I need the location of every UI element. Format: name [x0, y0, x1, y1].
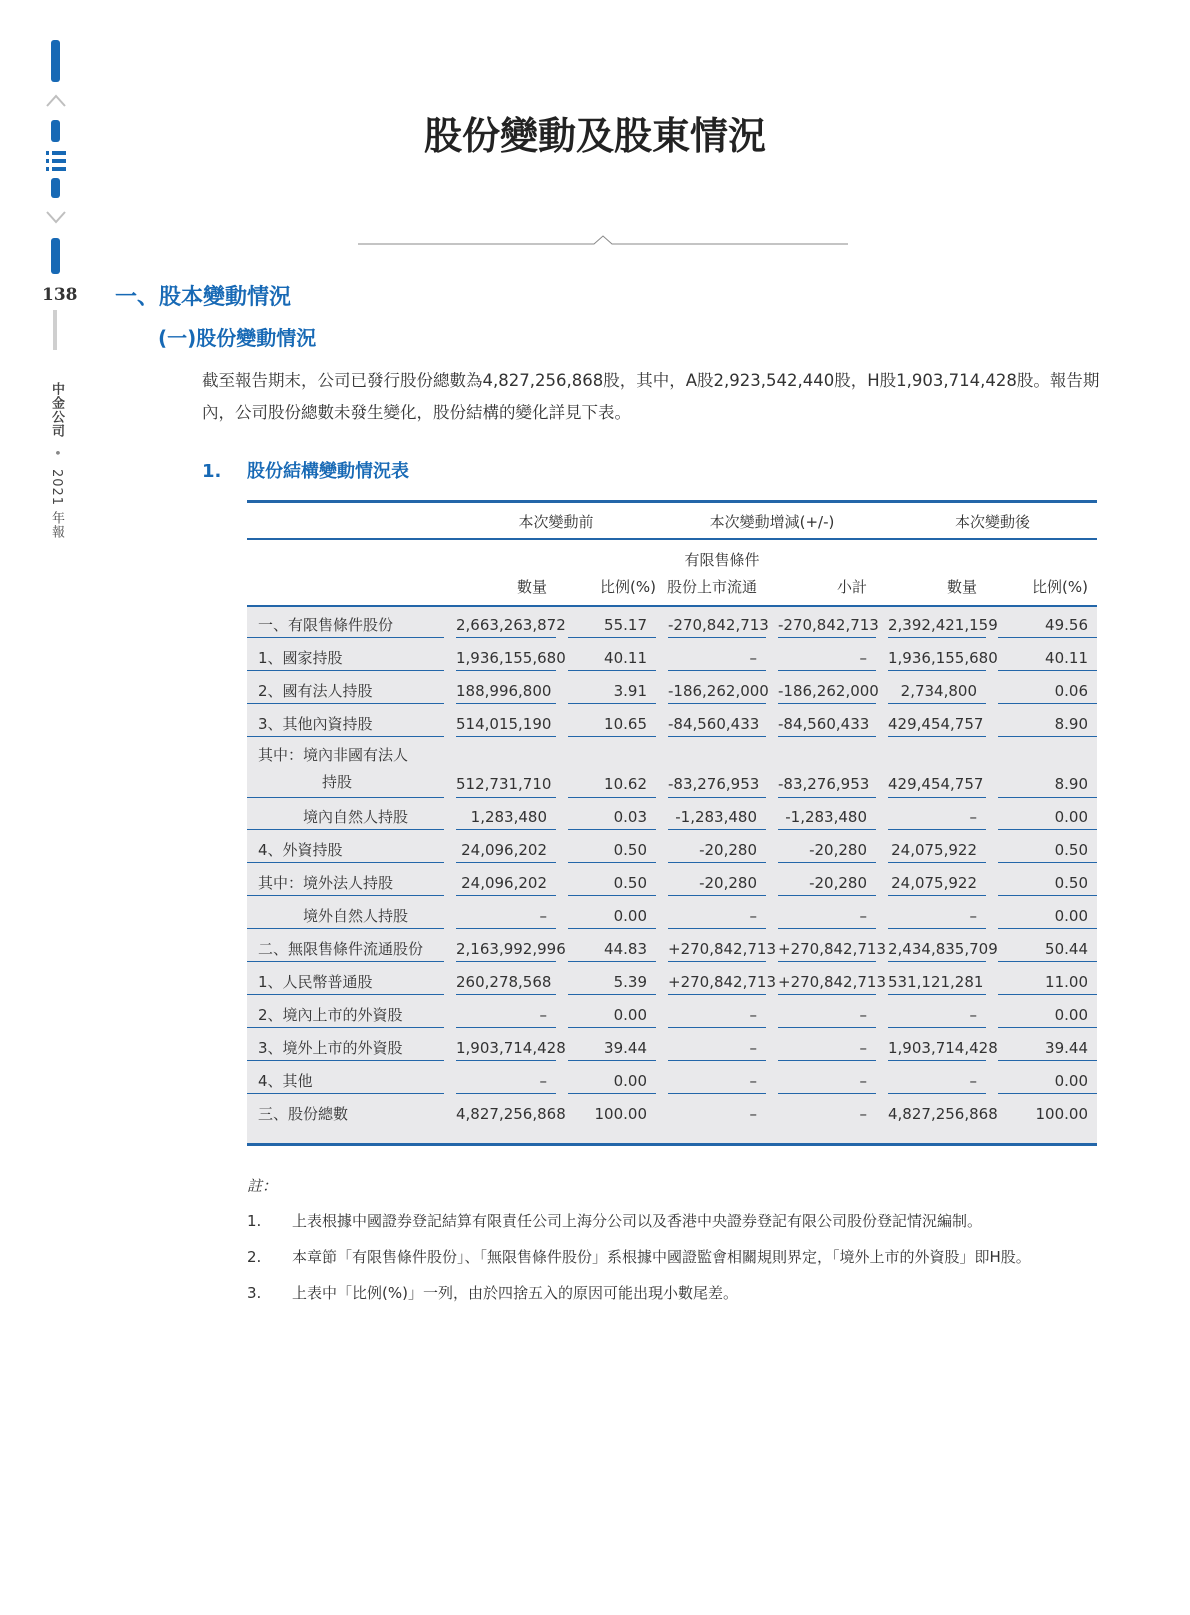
table-row — [247, 709, 1097, 742]
table-row — [247, 967, 1097, 1000]
sidebar-divider — [53, 310, 57, 350]
row-value: – — [888, 802, 986, 830]
row-value: – — [668, 1000, 766, 1028]
group-header-after: 本次變動後 — [954, 513, 1030, 531]
row-label: 4、其他 — [247, 1066, 444, 1094]
row-value: 0.50 — [568, 868, 656, 896]
table-row — [247, 901, 1097, 934]
row-value: 514,015,190 — [456, 709, 556, 737]
row-value: – — [456, 901, 556, 929]
table-row — [247, 742, 1097, 802]
subsection-heading: (一)股份變動情況 — [158, 326, 317, 350]
row-value: 24,075,922 — [888, 835, 986, 863]
row-value: 0.50 — [568, 835, 656, 863]
note-item — [247, 1246, 1031, 1282]
row-value: – — [888, 901, 986, 929]
row-value: 1,903,714,428 — [888, 1033, 986, 1061]
row-value: +270,842,713 — [668, 967, 766, 995]
row-value: 4,827,256,868 — [456, 1105, 566, 1123]
col-header-pct-before: 比例(%) — [600, 578, 656, 596]
row-value: 531,121,281 — [888, 967, 986, 995]
row-value: 1,936,155,680 — [456, 643, 556, 671]
row-value: 49.56 — [998, 610, 1097, 638]
sidebar-bottom-bar — [51, 238, 60, 274]
table-row — [247, 1033, 1097, 1066]
row-value: 188,996,800 — [456, 676, 556, 704]
row-value: 0.00 — [998, 802, 1097, 830]
row-label: 1、國家持股 — [247, 643, 444, 671]
row-label: 其中：境外法人持股 — [247, 868, 444, 896]
chevron-down-icon[interactable] — [45, 210, 67, 226]
table-row — [247, 802, 1097, 835]
row-value: 1,903,714,428 — [456, 1033, 556, 1061]
row-label: 境外自然人持股 — [247, 901, 444, 929]
row-value: 39.44 — [568, 1033, 656, 1061]
row-label-line1: 其中：境內非國有法人 — [258, 746, 409, 764]
row-value: – — [778, 1066, 876, 1094]
row-value: 512,731,710 — [456, 742, 556, 798]
sidebar-caption — [47, 382, 66, 539]
report-year: 2021 年報 — [49, 468, 64, 540]
row-value: 2,392,421,159 — [888, 610, 986, 638]
row-label: 3、其他內資持股 — [247, 709, 444, 737]
row-value: 5.39 — [568, 967, 656, 995]
row-value: 429,454,757 — [888, 709, 986, 737]
row-value: -83,276,953 — [778, 742, 876, 798]
note-number: 3. — [247, 1284, 262, 1302]
row-value: 44.83 — [568, 934, 656, 962]
row-value: – — [456, 1066, 556, 1094]
row-value: 8.90 — [998, 742, 1097, 798]
row-value: 24,096,202 — [456, 835, 556, 863]
group-header-before: 本次變動前 — [518, 513, 594, 531]
table-row — [247, 1099, 1097, 1132]
row-value: 2,434,835,709 — [888, 934, 986, 962]
note-item — [247, 1282, 738, 1318]
note-text: 上表中「比例(%)」一列，由於四捨五入的原因可能出現小數尾差。 — [292, 1284, 738, 1302]
row-value: – — [778, 901, 876, 929]
row-label: 2、境內上市的外資股 — [247, 1000, 444, 1028]
table-heading-number: 1. — [202, 461, 222, 482]
row-value: 24,075,922 — [888, 868, 986, 896]
row-value: -186,262,000 — [778, 676, 876, 704]
table-row — [247, 676, 1097, 709]
separator-dot: • — [49, 449, 64, 458]
row-value: 3.91 — [568, 676, 656, 704]
row-label: 一、有限售條件股份 — [247, 610, 444, 638]
row-label: 3、境外上市的外資股 — [247, 1033, 444, 1061]
table-row — [247, 868, 1097, 901]
row-value: 40.11 — [568, 643, 656, 671]
row-value: -1,283,480 — [668, 802, 766, 830]
note-item — [247, 1210, 983, 1246]
row-value: – — [749, 1105, 757, 1123]
table-row — [247, 610, 1097, 643]
row-value: 100.00 — [1035, 1105, 1088, 1123]
row-value: 10.62 — [568, 742, 656, 798]
row-value: 0.06 — [998, 676, 1097, 704]
col-header-qty-after: 數量 — [946, 578, 977, 596]
row-value: -84,560,433 — [668, 709, 766, 737]
table-heading — [202, 457, 409, 483]
row-value: 2,163,992,996 — [456, 934, 556, 962]
row-value: 50.44 — [998, 934, 1097, 962]
table-row — [247, 934, 1097, 967]
row-value: 8.90 — [998, 709, 1097, 737]
row-value: 0.00 — [998, 901, 1097, 929]
sidebar-mid-bar-2 — [51, 178, 60, 198]
row-value: 24,096,202 — [456, 868, 556, 896]
row-value: – — [778, 643, 876, 671]
notes-title: 註： — [247, 1177, 278, 1195]
row-value: -84,560,433 — [778, 709, 876, 737]
section-heading: 一、股本變動情況 — [115, 285, 292, 310]
row-value: 1,936,155,680 — [888, 643, 986, 671]
row-value: 2,734,800 — [888, 676, 986, 704]
row-value: 10.65 — [568, 709, 656, 737]
note-text: 本章節「有限售條件股份」、「無限售條件股份」系根據中國證監會相關規則界定，「境外上市的外資股」即H股。 — [292, 1248, 1031, 1266]
col-header-subtotal: 小計 — [836, 578, 867, 596]
row-value: +270,842,713 — [778, 934, 876, 962]
row-value: 0.00 — [998, 1066, 1097, 1094]
row-label: 二、無限售條件流通股份 — [247, 934, 444, 962]
title-divider — [358, 234, 848, 246]
col-header-qty-before: 數量 — [516, 578, 547, 596]
note-number: 2. — [247, 1248, 262, 1266]
intro-paragraph: 截至報告期末，公司已發行股份總數為4,827,256,868股，其中，A股2,923,542,440股，H股1,903,714,428股。報告期內，公司股份總數未發生變化，股份結構的變化詳見下表。 — [202, 371, 1100, 422]
row-value: 0.50 — [998, 868, 1097, 896]
table-bottom-rule — [247, 1143, 1097, 1146]
row-value: – — [668, 643, 766, 671]
row-value: 1,283,480 — [456, 802, 556, 830]
row-value: 40.11 — [998, 643, 1097, 671]
row-value: +270,842,713 — [778, 967, 876, 995]
table-row — [247, 1066, 1097, 1099]
table-row — [247, 1000, 1097, 1033]
row-value: 100.00 — [594, 1105, 647, 1123]
row-value: 11.00 — [998, 967, 1097, 995]
note-text: 上表根據中國證券登記結算有限責任公司上海分公司以及香港中央證券登記有限公司股份登記情況編制。 — [292, 1212, 983, 1230]
row-value: -20,280 — [778, 835, 876, 863]
col-header-pct-after: 比例(%) — [1032, 578, 1088, 596]
row-value: – — [668, 901, 766, 929]
table-row — [247, 835, 1097, 868]
row-value: 260,278,568 — [456, 967, 556, 995]
row-value: -20,280 — [668, 835, 766, 863]
row-label: 三、股份總數 — [258, 1105, 349, 1123]
row-value: -83,276,953 — [668, 742, 766, 798]
page-title: 股份變動及股東情況 — [423, 113, 766, 158]
row-value: -1,283,480 — [778, 802, 876, 830]
row-value: 0.03 — [568, 802, 656, 830]
row-value: 0.50 — [998, 835, 1097, 863]
row-value: 55.17 — [568, 610, 656, 638]
row-value: 0.00 — [568, 1000, 656, 1028]
row-value: – — [888, 1066, 986, 1094]
row-value: – — [778, 1033, 876, 1061]
notes — [247, 1175, 1031, 1318]
row-value: -20,280 — [778, 868, 876, 896]
row-value: – — [778, 1000, 876, 1028]
row-value: 39.44 — [998, 1033, 1097, 1061]
table-header-rule — [247, 538, 1097, 540]
row-value: -270,842,713 — [778, 610, 876, 638]
table-top-rule — [247, 500, 1097, 503]
row-value: -270,842,713 — [668, 610, 766, 638]
row-label — [247, 742, 444, 798]
row-value: -20,280 — [668, 868, 766, 896]
row-value: 429,454,757 — [888, 742, 986, 798]
row-label: 1、人民幣普通股 — [247, 967, 444, 995]
row-value: 0.00 — [998, 1000, 1097, 1028]
row-label-line2: 持股 — [322, 773, 353, 791]
table-heading-text: 股份結構變動情況表 — [247, 461, 409, 482]
row-value: – — [668, 1066, 766, 1094]
row-value: – — [888, 1000, 986, 1028]
group-header-change: 本次變動增減(+/-) — [709, 513, 835, 531]
brand-name: 中金公司 — [49, 382, 64, 438]
row-value: – — [456, 1000, 556, 1028]
note-number: 1. — [247, 1212, 262, 1230]
row-label: 境內自然人持股 — [247, 802, 444, 830]
row-value: – — [668, 1033, 766, 1061]
page-number: 138 — [42, 285, 78, 305]
sidebar-top-bar — [51, 40, 60, 82]
col-header-restricted-1: 有限售條件 — [684, 551, 760, 569]
row-label: 4、外資持股 — [247, 835, 444, 863]
row-label: 2、國有法人持股 — [247, 676, 444, 704]
row-value: – — [859, 1105, 867, 1123]
row-value: 0.00 — [568, 901, 656, 929]
row-value: 0.00 — [568, 1066, 656, 1094]
row-value: 2,663,263,872 — [456, 610, 556, 638]
table-body-top-rule — [247, 605, 1097, 607]
row-value: +270,842,713 — [668, 934, 766, 962]
table-row — [247, 643, 1097, 676]
row-value: -186,262,000 — [668, 676, 766, 704]
col-header-restricted-2: 股份上市流通 — [666, 578, 757, 596]
row-value: 4,827,256,868 — [888, 1105, 998, 1123]
